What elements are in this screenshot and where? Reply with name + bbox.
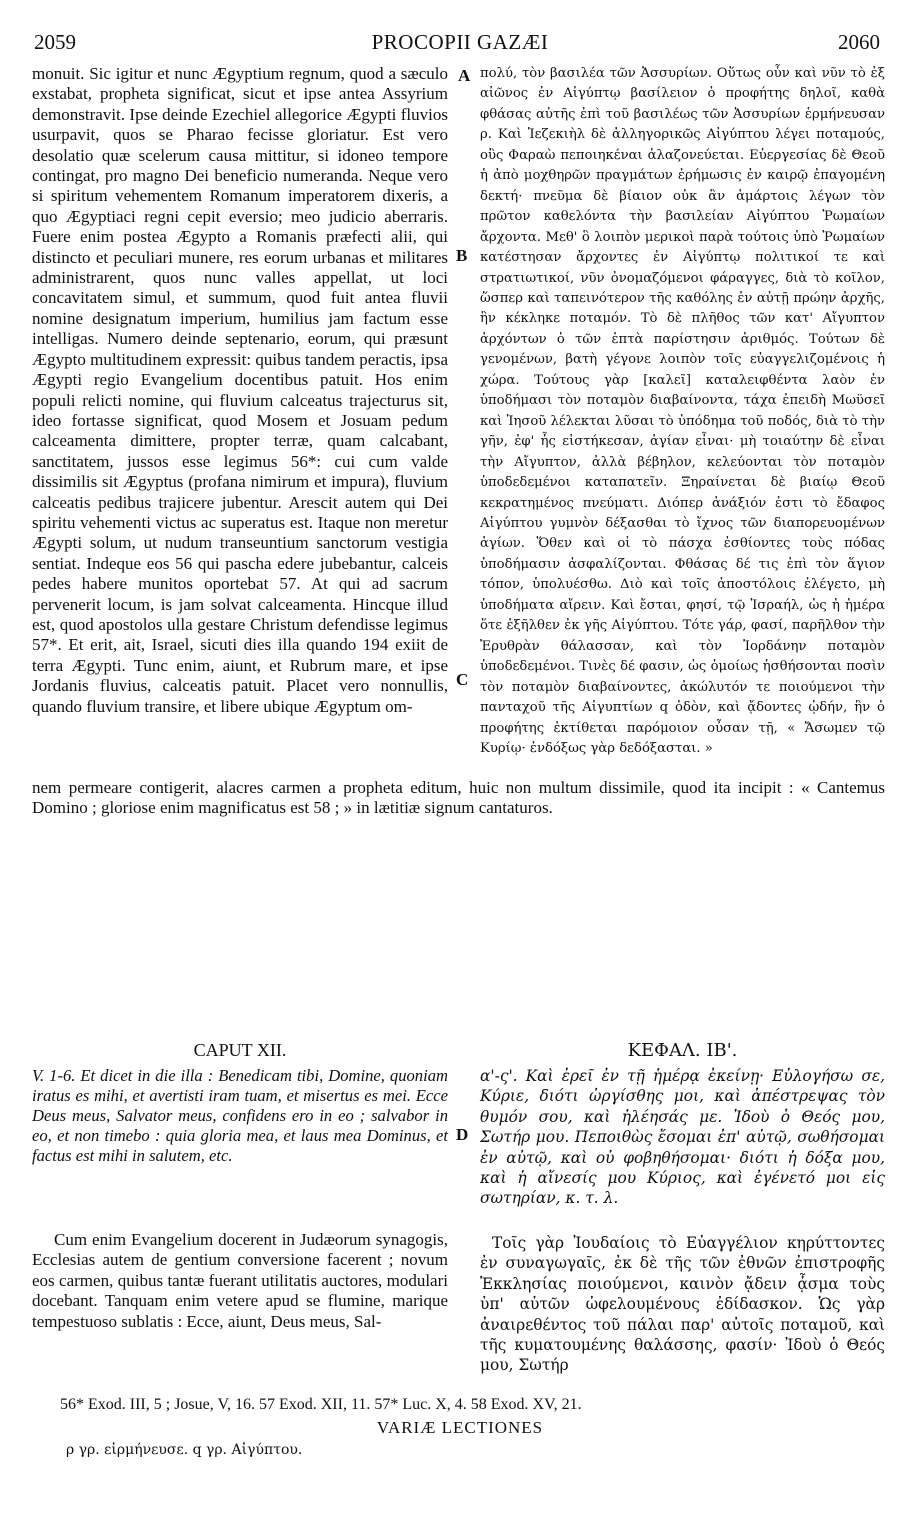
margin-letter-d: D	[456, 1125, 469, 1144]
greek-column-bottom	[480, 1233, 885, 1376]
latin-text-top: monuit. Sic igitur et nunc Ægyptium regnum, quod a sæculo exstabat, propheta significat, sicut et ipse antea Assyrium demonstravit. Ipse deinde Ezechiel allegorice Ægypti fluvios usurpavit, quos se Pharao fecisse gloriatur. Est vero desolatio quæ scelerum causa mittitur, si idoneo tempore contingat, pro magno Dei beneficio numeranda. Neque vero si spiritum vehementem Romanum imperatorem dixeris, a quo Ægyptiaci regni cepit eversio; meo judicio aberraris. Fuere enim postea Ægypto a Romanis præfecti alii, qui distincto et peculiari munere, res eorum urbanas et militares administrarent, quos nunc valles appellat, ut loci concavitatem simul, et summum, quod fuit antea fluvii nomine designatum imperium, humilius jam factum esse intelligas. Numero deinde septenario, eorum, qui præsunt Ægypto multitudinem expressit: quibus tandem peractis, ipsa Ægypti regio Evangelium docentibus patuit. Hos enim populi relicti nomine, qui fluvium calceatus trajecturus sit, ideo fortasse significat, quod Mosem et Josuam pedum calceamenta dimittere, propter terræ, quam calcabant, sanctitatem, jussos esse legimus 56*: cui cum valde dissimilis sit Ægyptus (profana nimirum et impura), fluvium calceatis pedibus trajicere jubentur. Arescit autem qui Dei spiritu vehementi victus ac superatus est. Itaque non meretur Ægypti solum, ut nudum transeuntium sanctorum vestigia sentiat. Indeque eos 56 qui pascha edere jubebantur, calceis pedes habere munitos oportebat 57. At qui ad sacrum pervenerit locum, is jam solvat calceamenta. Hincque illud est, quod apostolos ulla gestare Christum defendisse legimus 57*. Et erit, ait, Israel, sicuti dies illa quando 194 exiit de terra Ægypti. Tunc enim, aiunt, et Rubrum mare, et ipse Jordanis fluvius, calceatis patuit. Placet vero nonnullis, quando fluvium transire, et libere ubique Ægyptum om-	[32, 64, 448, 716]
margin-letter-b: B	[456, 246, 468, 265]
page-number-right: 2060	[838, 30, 880, 54]
verse-latin-text: V. 1-6. Et dicet in die illa : Benedicam tibi, Domine, quoniam iratus es mihi, et avertisti iram tuam, et misertus es mei. Ecce Deus meus, Salvator meus, confidens ero in eo ; salvabor in eo, et non timebo : quia gloria mea, et laus mea Dominus, et factus est mihi in salutem, etc.	[32, 1066, 448, 1165]
verse-greek-block	[480, 1066, 885, 1209]
page-number-left: 2059	[34, 30, 76, 54]
latin-full-width-text	[32, 778, 885, 819]
variae-lectiones-heading: VARIÆ LECTIONES	[376, 1418, 544, 1437]
chapter-heading-greek: ΚΕΦΑΛ. ΙΒ'.	[627, 1040, 738, 1061]
page-header	[0, 30, 920, 58]
latin-column-bottom	[32, 1230, 448, 1332]
greek-text-bottom: Τοῖς γὰρ Ἰουδαίοις τὸ Εὐαγγέλιον κηρύττοντες ἐν συναγωγαῖς, ἐκ δὲ τῆς τῶν ἐθνῶν ἐπιστροφῆς Ἐκκλησίας ποιούμενοι, καινὸν ᾄδειν ᾆσμα τοὺς ὑπ' αὐτῶν ὠφελουμένους ἐδίδασκον. Ὡς γὰρ ἀναιρεθέντος τοῦ πάλαι παρ' αὐτοῖς ποταμοῦ, καὶ τῆς κυματουμένης θαλάσσης, φασίν· Ἰδοὺ ὁ Θεός μου, Σωτήρ	[480, 1234, 885, 1375]
running-title: PROCOPII GAZÆI	[371, 30, 549, 54]
chapter-heading-latin: CAPUT XII.	[193, 1040, 287, 1060]
verse-greek-text: α'-ς'. Καὶ ἐρεῖ ἐν τῇ ἡμέρᾳ ἐκείνῃ· Εὐλογήσω σε, Κύριε, διότι ὠργίσθης μοι, καὶ ἀπέστρεψας τὸν θυμόν σου, καὶ ἠλέησάς με. Ἰδοὺ ὁ Θεός μου, Σωτήρ μου. Πεποιθὼς ἔσομαι ἐπ' αὐτῷ, σωθήσομαι ἐν αὐτῷ, καὶ οὐ φοβηθήσομαι· διότι ἡ δόξα μου, καὶ ἡ αἴνεσίς μου Κύριος, καὶ ἐγένετό μοι εἰς σωτηρίαν, κ. τ. λ.	[480, 1067, 885, 1208]
variae-lectiones-text: ρ γρ. εἰρμήνευσε. q γρ. Αἰγύπτου.	[66, 1442, 303, 1458]
latin-column-top	[32, 64, 448, 717]
latin-text-bottom: Cum enim Evangelium docerent in Judæorum synagogis, Ecclesias autem de gentium conversione facerent ; novum eos carmen, quibus tantæ fuerant utilitatis auctores, modulari docebant. Tanquam enim vetere apud se flumine, marique tempestuoso sublatis : Ecce, aiunt, Deus meus, Sal-	[32, 1230, 448, 1331]
margin-letter-c: C	[456, 670, 469, 689]
verse-latin-block	[32, 1066, 448, 1166]
latin-full-width-paragraph: nem permeare contigerit, alacres carmen a propheta editum, huic non multum dissimile, quod ita incipit : « Cantemus Domino ; gloriose enim magnificatus est 58 ; » in lætitiæ signum cantaturos.	[32, 778, 885, 818]
greek-column-top	[480, 64, 885, 759]
margin-letter-a: A	[458, 66, 471, 85]
footnotes: 56* Exod. III, 5 ; Josue, V, 16. 57 Exod. XII, 11. 57* Luc. X, 4. 58 Exod. XV, 21.	[60, 1396, 582, 1413]
greek-text-top: πολύ, τὸν βασιλέα τῶν Ἀσσυρίων. Οὕτως οὖν καὶ νῦν τὸ ἐξ αἰῶνος ἐν Αἰγύπτῳ βασίλειον ὁ προφήτης δηλοῖ, καθὰ φθάσας αὐτῆς ἐπὶ τοῦ βασιλέως τῶν Ἀσσυρίων ἑρμήνευσαν ρ. Καὶ Ἰεζεκιὴλ δὲ ἀλληγορικῶς Αἰγύπτου λέγει ποταμούς, οὓς Φαραὼ πεποιηκέναι ἀλαζονεύεται. Εὐεργεσίας δὲ Θεοῦ ἡ ἀπὸ μοχθηρῶν πραγμάτων ἐρήμωσις ἐν καιρῷ ἐπαγομένη δεκτή· πνεῦμα δὲ βίαιον οὐκ ἂν ἁμάρτοις λέγων τὸν πρῶτον καθελόντα τὴν βασιλείαν Αἰγύπτου Ῥωμαίων ἄρχοντα. Μεθ' ὃ λοιπὸν μερικοὶ παρὰ τούτοις ὑπὸ Ῥωμαίων κατέστησαν ἄρχοντες ἐν Αἰγύπτῳ πολιτικοί τε καὶ στρατιωτικοί, νῦν ὀνομαζόμενοι φάραγγες, διὰ τὸ κοῖλον, ὥσπερ καὶ ταπεινότερον τῆς καθόλης ἐν αὐτῇ πρώην ἀρχῆς, ἣν κέκληκε ποταμόν. Τὸ δὲ πλῆθος τῶν κατ' Αἴγυπτον ἀρχόντων ὁ τῶν ἑπτὰ παρίστησιν ἀριθμός. Τούτων δὲ γενομένων, βατὴ γέγονε λοιπὸν τοῖς εὐαγγελιζομένοις ἡ χώρα. Τούτους γὰρ [καλεῖ] καταλειφθέντα λαὸν ἐν ὑποδήμασι τὸν ποταμὸν διαβαίνοντα, τάχα ἐπειδὴ Μωϋσεῖ καὶ Ἰησοῦ λέλεκται λῦσαι τὸ ὑπόδημα τοῦ ποδός, διὰ τὸ τὴν γῆν, ἐφ' ἧς εἱστήκεσαν, ἁγίαν εἶναι· μὴ τοιαύτην δὲ εἶναι τὴν Αἴγυπτον, ἀλλὰ βέβηλον, κελεύονται τὸν ποταμὸν ὑποδεδεμένοι καταπατεῖν. Ξηραίνεται δὲ βιαίῳ Θεοῦ κεκρατημένος πνεύματι. Διόπερ ἀνάξιόν ἐστι τὸ ἔδαφος Αἰγύπτου γυμνὸν δέξασθαι τὸ ἴχνος τῶν διαπορευομένων ἁγίων. Ὅθεν καὶ οἱ τὸ πάσχα ἐσθίοντες τοὺς πόδας ὑποδήμασιν ἀσφαλίζονται. Φθάσας δέ τις ἐπὶ τὸν ἅγιον τόπον, ὑπολυέσθω. Διὸ καὶ τοῖς ἀποστόλοις ἐλέγετο, μὴ ὑποδήματα αἴρειν. Καὶ ἔσται, φησί, τῷ Ἰσραήλ, ὡς ἡ ἡμέρα ὅτε ἐξῆλθεν ἐκ γῆς Αἰγύπτου. Τότε γάρ, φασί, παρῆλθον τὴν Ἐρυθρὰν θάλασσαν, καὶ τὸν Ἰορδάνην ποταμὸν ὑποδεδεμένοι. Τινὲς δέ φασιν, ὡς ὁμοίως ἡσθήσονται ποσὶν τὸν ποταμὸν διαβαίνοντες, ἀκώλυτόν τε ποιούμενοι τὴν πανταχοῦ τῆς Αἰγυπτίων q ὁδὸν, καὶ ᾄδοντες ᾠδήν, ἣν ὁ προφήτης ἐκτίθεται παρόμοιον οὖσαν τῇ, « Ἄσωμεν τῷ Κυρίῳ· ἐνδόξως γὰρ δεδόξασται. »	[480, 66, 885, 756]
